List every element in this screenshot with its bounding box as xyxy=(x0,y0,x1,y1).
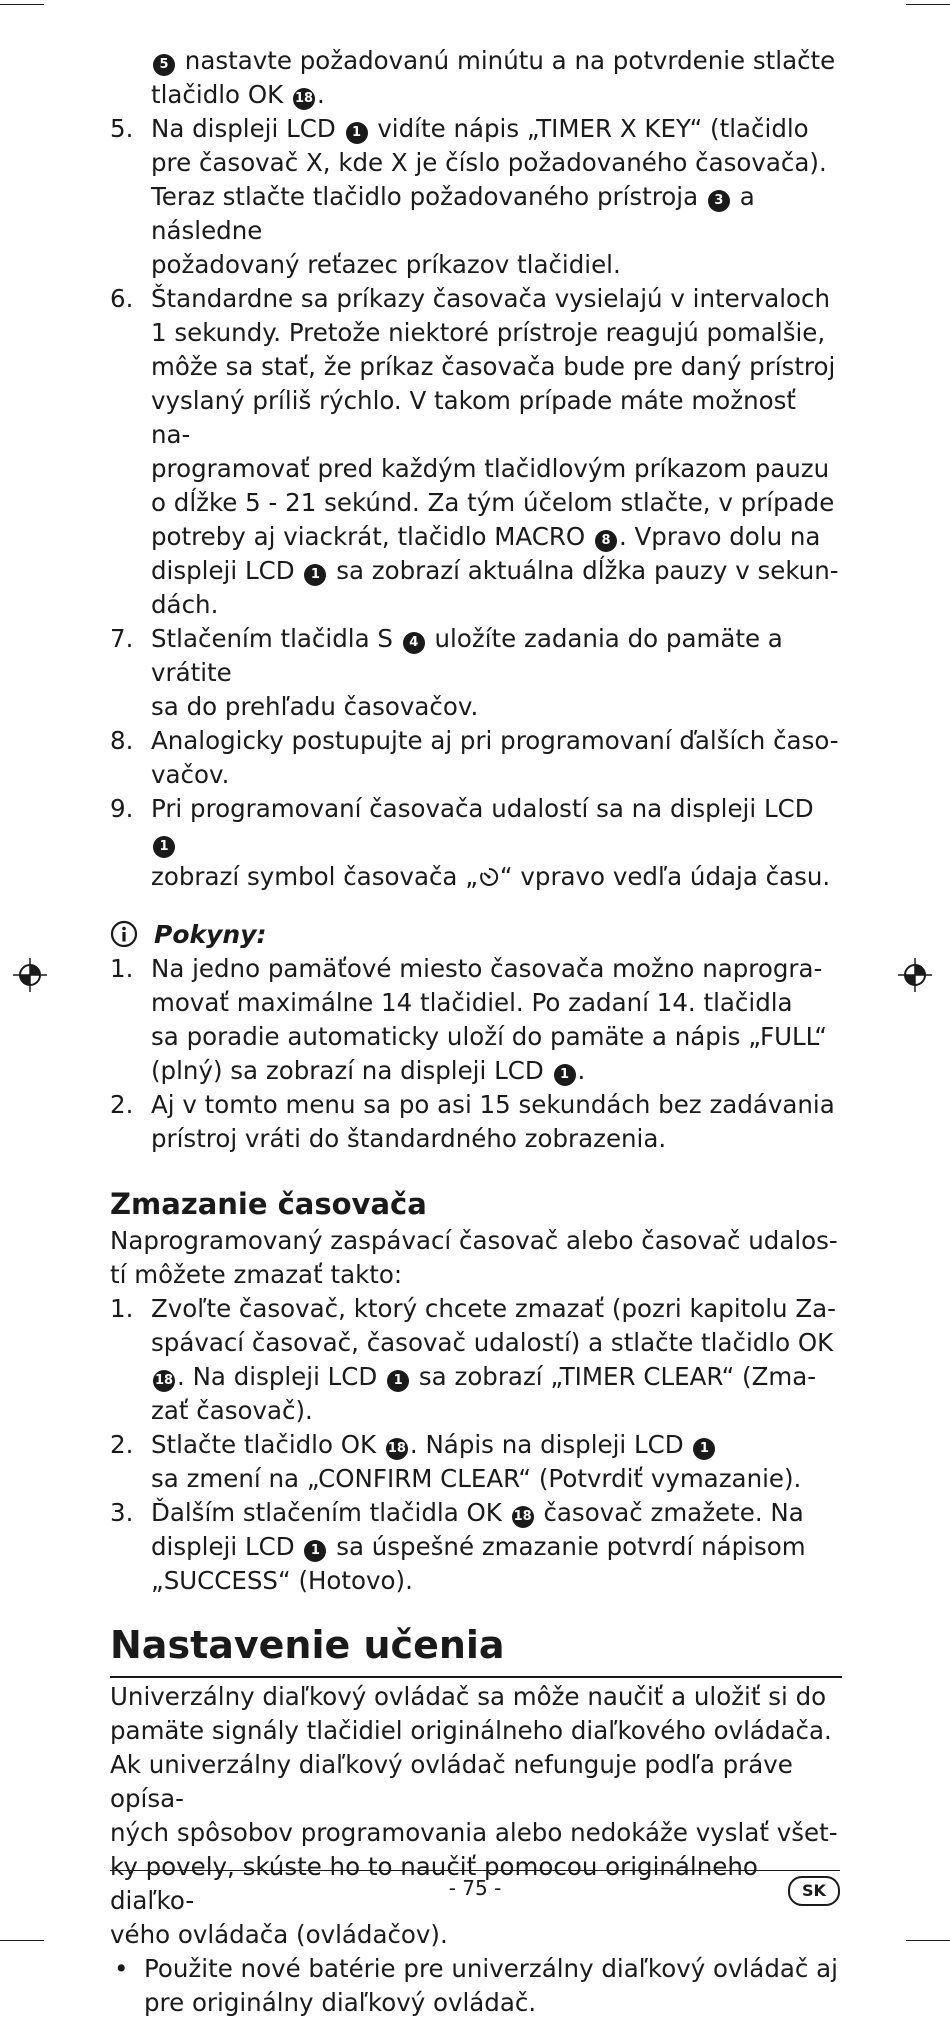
list-item: 7. Stlačením tlačidla S 4 uložíte zadania do pamäte a vrátite sa do prehľadu časovačov. xyxy=(110,624,783,721)
bullet-icon: • xyxy=(114,1954,129,1983)
crop-mark xyxy=(906,1940,950,1941)
button-ref-1-icon: 1 xyxy=(304,564,326,586)
info-icon xyxy=(110,920,138,948)
button-ref-4-icon: 4 xyxy=(403,632,425,654)
heading-divider xyxy=(110,1676,842,1678)
button-ref-1-icon: 1 xyxy=(554,1064,576,1086)
learning-bullets xyxy=(110,1952,842,2020)
delete-steps-list xyxy=(110,1292,842,1598)
button-ref-1-icon: 1 xyxy=(346,122,368,144)
button-ref-1-icon: 1 xyxy=(693,1438,715,1460)
button-ref-1-icon: 1 xyxy=(304,1540,326,1562)
list-item: 3. Ďalším stlačením tlačidla OK 18 časovač zmažete. Na displeji LCD 1 sa úspešné zmazanie potvrdí nápisom „SUCCESS“ (Hotovo). xyxy=(110,1498,806,1595)
page-number: - 75 - xyxy=(448,1876,502,1900)
list-item: 1. Zvoľte časovač, ktorý chcete zmazať (pozri kapitolu Za- spávací časovač, časovač udalostí) a stlačte tlačidlo OK 18 . Na displeji LCD 1 sa zobrazí „TIMER CLEAR“ (Zma- zať časovač). xyxy=(110,1294,836,1425)
list-item: 5. Na displeji LCD 1 vidíte nápis „TIMER X KEY“ (tlačidlo pre časovač X, kde X je číslo požadovaného časovača). Teraz stlačte tlačidlo požadovaného prístroja 3 a následne požadovaný reťazec príkazov tlačidiel. xyxy=(110,114,827,279)
delete-intro: Naprogramovaný zaspávací časovač alebo časovač udalos- tí môžete zmazať takto: xyxy=(110,1226,838,1289)
button-ref-18-icon: 18 xyxy=(153,1370,175,1392)
learning-paragraph: Univerzálny diaľkový ovládač sa môže naučiť a uložiť si do pamäte signály tlačidiel originálneho diaľkového ovládača. Ak univerzálny diaľkový ovládač nefunguje podľa práve opísa- ných spôsobov programovania alebo nedokáže vyslať všet- ky povely, skúste ho to naučiť pomocou originálneho diaľko- vého ovládača (ovládačov). xyxy=(110,1682,838,1949)
list-item: 2. Stlačte tlačidlo OK 18 . Nápis na displeji LCD 1 sa zmení na „CONFIRM CLEAR“ (Potvrdiť vymazanie). xyxy=(110,1430,802,1493)
footer-divider xyxy=(110,1870,840,1871)
button-ref-5-icon: 5 xyxy=(153,54,175,76)
button-ref-18-icon: 18 xyxy=(293,88,315,110)
button-ref-8-icon: 8 xyxy=(595,530,617,552)
registration-mark-icon xyxy=(13,958,47,992)
list-item: 9. Pri programovaní časovača udalostí sa na displeji LCD 1 zobrazí symbol časovača „ “ vpravo vedľa údaja času. xyxy=(110,794,831,891)
section-heading-delete-timer: Zmazanie časovača xyxy=(110,1187,427,1221)
button-ref-3-icon: 3 xyxy=(708,190,730,212)
button-ref-18-icon: 18 xyxy=(386,1438,408,1460)
notes-list xyxy=(110,952,842,1156)
list-item: 6. Štandardne sa príkazy časovača vysielajú v intervaloch 1 sekundy. Pretože niektoré prístroje reagujú pomalšie, môže sa stať, že príkaz časovača bude pre daný prístroj vyslaný príliš rýchlo. V takom prípade máte možnosť na- programovať pred každým tlačidlovým príkazom pauzu o dĺžke 5 - 21 sekúnd. Za tým účelom stlačte, v prípade potreby aj viackrát, tlačidlo MACRO 8 . Vpravo dolu na displeji LCD 1 sa zobrazí aktuálna dĺžka pauzy v sekun- dách. xyxy=(110,284,839,619)
manual-page xyxy=(110,44,842,2020)
list-item: 2. Aj v tomto menu sa po asi 15 sekundách bez zadávania prístroj vráti do štandardného zobrazenia. xyxy=(110,1090,835,1153)
notes-heading xyxy=(110,916,842,952)
button-ref-1-icon: 1 xyxy=(387,1370,409,1392)
list-item: 8. Analogicky postupujte aj pri programovaní ďalších časo- vačov. xyxy=(110,726,839,789)
steps-list xyxy=(110,112,842,894)
button-ref-1-icon: 1 xyxy=(153,836,175,858)
step-4-continuation: 5 nastavte požadovanú minútu a na potvrdenie stlačte tlačidlo OK 18 . xyxy=(151,46,836,109)
crop-mark xyxy=(0,4,44,5)
crop-mark xyxy=(906,4,950,5)
language-badge: SK xyxy=(788,1876,840,1906)
timer-symbol-icon xyxy=(478,866,500,888)
notes-title: Pokyny: xyxy=(154,919,267,949)
registration-mark-icon xyxy=(898,958,932,992)
list-item: • Použite nové batérie pre univerzálny diaľkový ovládač aj pre originálny diaľkový ovládač. xyxy=(114,1954,838,2017)
list-item: 1. Na jedno pamäťové miesto časovača možno naprogra- movať maximálne 14 tlačidiel. Po zadaní 14. tlačidla sa poradie automaticky uloží do pamäte a nápis „FULL“ (plný) sa zobrazí na displeji LCD 1 . xyxy=(110,954,828,1085)
section-heading-learning: Nastavenie učenia xyxy=(110,1623,505,1667)
crop-mark xyxy=(0,1940,44,1941)
button-ref-18-icon: 18 xyxy=(512,1506,534,1528)
